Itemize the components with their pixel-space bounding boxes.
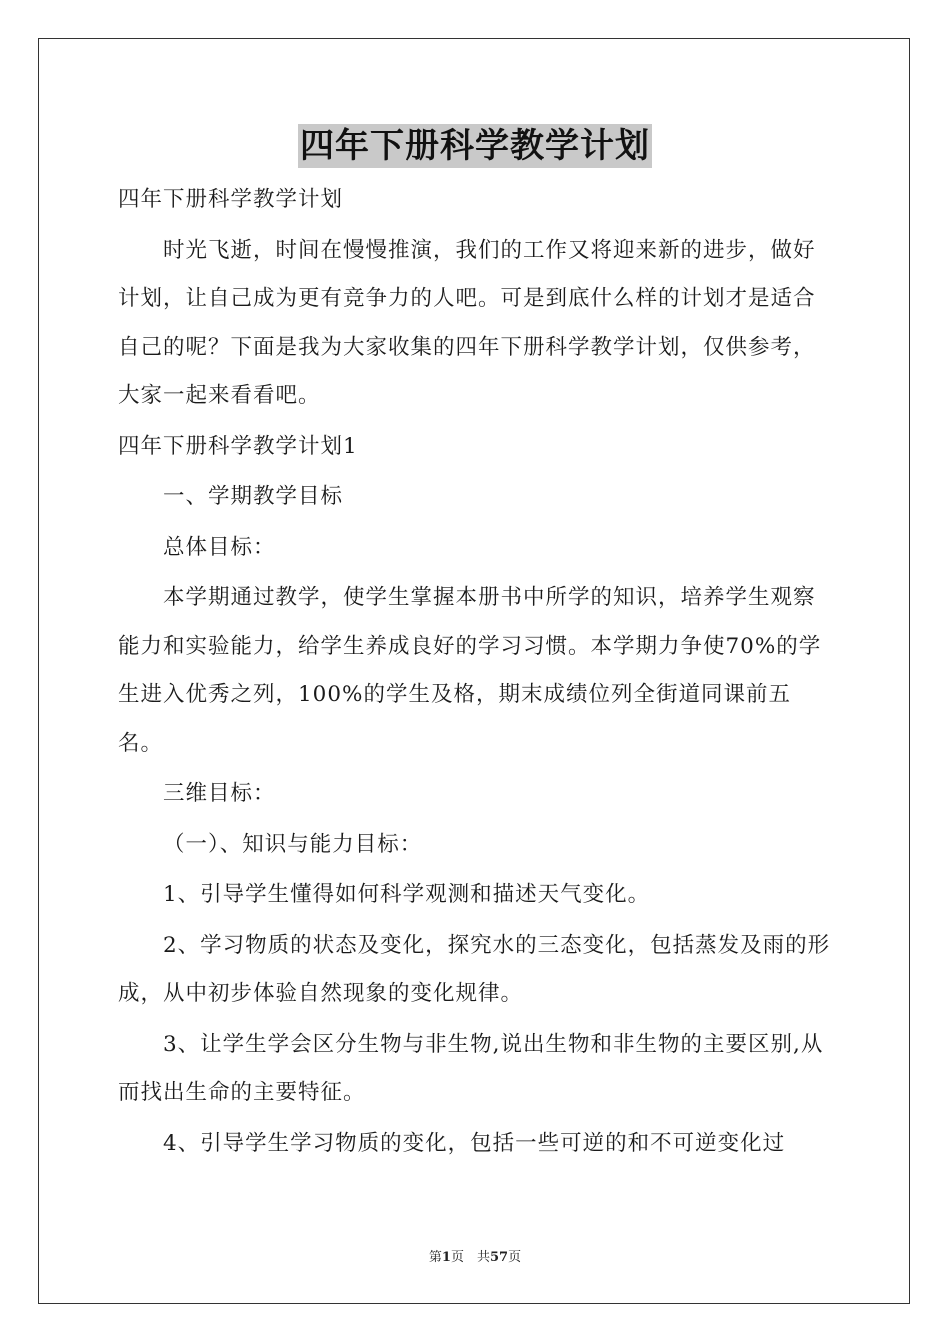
section-heading: 四年下册科学教学计划1 [118, 433, 358, 459]
overall-goal-label: 总体目标： [163, 534, 276, 560]
title-container [0, 124, 950, 168]
document-title: 四年下册科学教学计划 [300, 126, 650, 166]
document-body [118, 176, 834, 1168]
footer-suffix: 页 [508, 1250, 522, 1265]
footer-middle: 页 共 [450, 1250, 490, 1265]
intro-paragraph: 时光飞逝，时间在慢慢推演，我们的工作又将迎来新的进步，做好计划，让自己成为更有竞争力的人吧。可是到底什么样的计划才是适合自己的呢？下面是我为大家收集的四年下册科学教学计划，仅供参考，大家一起来看看吧。 [118, 237, 816, 408]
subtitle-line: 四年下册科学教学计划 [118, 187, 344, 212]
footer-page-number: 1 [441, 1250, 451, 1265]
footer-prefix: 第 [428, 1250, 442, 1265]
knowledge-goal-heading: （一）、知识与能力目标： [163, 831, 423, 857]
three-dimension-label: 三维目标： [163, 781, 276, 806]
page-footer [0, 1246, 950, 1265]
goal-heading: 一、学期教学目标 [163, 484, 344, 509]
list-item-4: 4、引导学生学习物质的变化，包括一些可逆的和不可逆变化过 [163, 1130, 786, 1156]
list-item-1: 1、引导学生懂得如何科学观测和描述天气变化。 [163, 882, 651, 907]
footer-total-pages: 57 [489, 1250, 509, 1265]
list-item-2: 2、学习物质的状态及变化，探究水的三态变化，包括蒸发及雨的形成，从中初步体验自然现象的变化规律。 [118, 932, 831, 1006]
overall-goal-paragraph: 本学期通过教学，使学生掌握本册书中所学的知识，培养学生观察能力和实验能力，给学生养成良好的学习习惯。本学期力争使70%的学生进入优秀之列，100%的学生及格，期末成绩位列全街道同课前五名。 [118, 585, 822, 756]
list-item-3: 3、让学生学会区分生物与非生物,说出生物和非生物的主要区别,从而找出生命的主要特征。 [118, 1031, 824, 1105]
